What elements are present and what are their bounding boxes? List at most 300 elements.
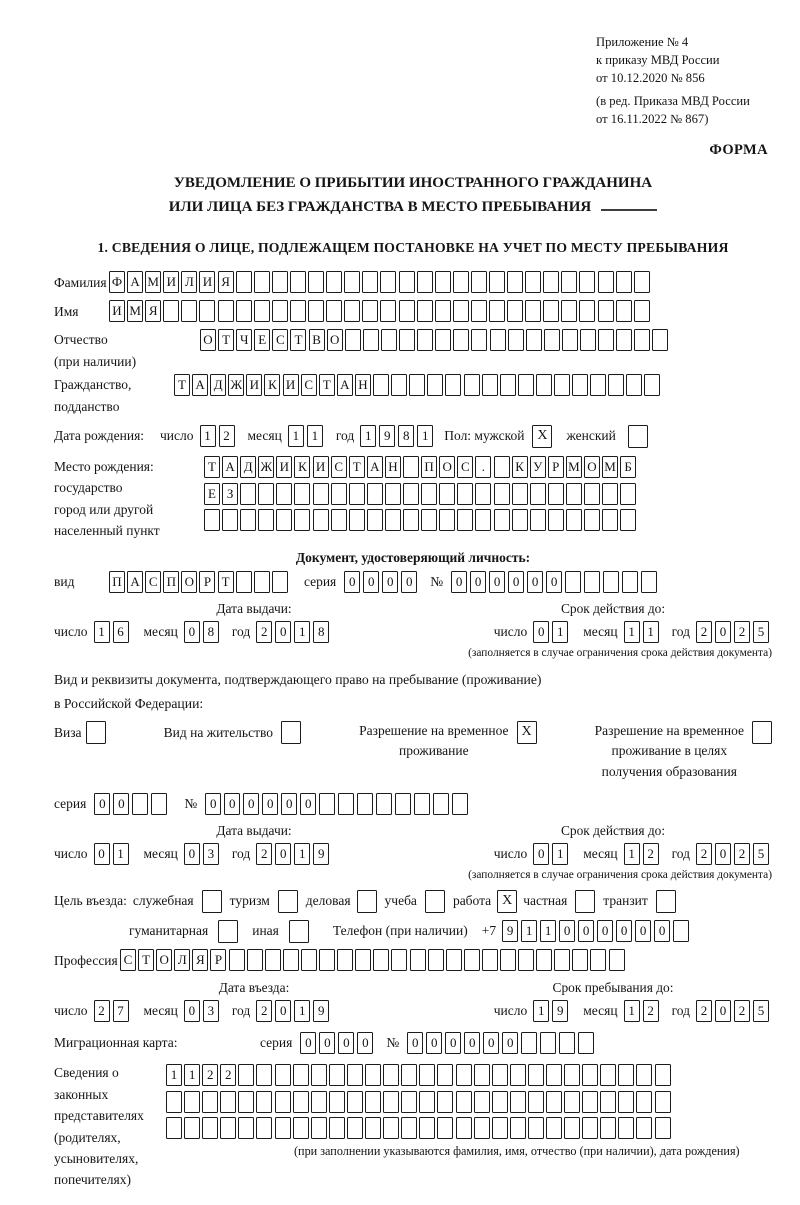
char-cell[interactable] [365,1064,381,1086]
char-cell[interactable]: О [181,571,197,593]
char-cell[interactable]: 1 [624,843,640,865]
char-cell[interactable]: 2 [256,621,272,643]
char-cell[interactable] [673,920,689,942]
char-cell[interactable]: Н [385,456,401,478]
char-cell[interactable]: 0 [300,793,316,815]
char-cell[interactable]: 5 [753,1000,769,1022]
char-cell[interactable]: 2 [220,1064,236,1086]
char-cell[interactable] [401,1091,417,1113]
char-cell[interactable]: 7 [113,1000,129,1022]
char-cell[interactable] [355,949,371,971]
char-cell[interactable]: А [367,456,383,478]
char-cell[interactable] [525,271,541,293]
char-cell[interactable] [258,483,274,505]
char-cell[interactable] [220,1117,236,1139]
char-cell[interactable]: А [222,456,238,478]
char-cell[interactable] [603,571,619,593]
char-cell[interactable] [293,1117,309,1139]
char-cell[interactable] [475,483,491,505]
char-cell[interactable] [554,949,570,971]
char-cell[interactable]: 1 [294,621,310,643]
char-cell[interactable] [311,1064,327,1086]
char-cell[interactable] [319,949,335,971]
char-cell[interactable] [417,329,433,351]
char-cell[interactable] [275,1117,291,1139]
char-cell[interactable] [548,509,564,531]
char-cell[interactable] [566,483,582,505]
char-cell[interactable]: 0 [527,571,543,593]
char-cell[interactable] [492,1091,508,1113]
char-cell[interactable] [620,509,636,531]
char-cell[interactable]: С [120,949,136,971]
char-cell[interactable] [256,1091,272,1113]
char-cell[interactable] [565,571,581,593]
char-cell[interactable] [204,509,220,531]
char-cell[interactable]: С [457,456,473,478]
char-cell[interactable]: Е [204,483,220,505]
char-cell[interactable] [579,271,595,293]
char-cell[interactable] [419,1064,435,1086]
char-cell[interactable] [528,1064,544,1086]
char-cell[interactable] [452,793,468,815]
char-cell[interactable]: П [109,571,125,593]
char-cell[interactable] [380,300,396,322]
char-cell[interactable] [362,300,378,322]
char-cell[interactable] [272,300,288,322]
char-cell[interactable] [507,300,523,322]
char-cell[interactable]: 2 [643,843,659,865]
char-cell[interactable] [433,793,449,815]
char-cell[interactable]: Т [218,329,234,351]
char-cell[interactable]: И [163,271,179,293]
char-cell[interactable]: М [127,300,143,322]
char-cell[interactable] [385,483,401,505]
char-cell[interactable] [184,1091,200,1113]
char-cell[interactable] [600,1064,616,1086]
char-cell[interactable] [500,374,516,396]
char-cell[interactable] [199,300,215,322]
char-cell[interactable] [543,271,559,293]
char-cell[interactable] [132,793,148,815]
char-cell[interactable] [421,509,437,531]
char-cell[interactable]: К [512,456,528,478]
char-cell[interactable]: Р [548,456,564,478]
char-cell[interactable] [445,374,461,396]
char-cell[interactable]: 0 [470,571,486,593]
char-cell[interactable] [409,374,425,396]
char-cell[interactable]: 1 [643,621,659,643]
char-cell[interactable] [489,271,505,293]
char-cell[interactable] [222,509,238,531]
char-cell[interactable] [482,374,498,396]
char-cell[interactable] [344,300,360,322]
char-cell[interactable] [276,483,292,505]
char-cell[interactable] [609,949,625,971]
char-cell[interactable] [616,271,632,293]
char-cell[interactable] [166,1091,182,1113]
char-cell[interactable] [655,1091,671,1113]
char-cell[interactable]: 2 [94,1000,110,1022]
char-cell[interactable]: 0 [275,843,291,865]
char-cell[interactable]: 2 [734,621,750,643]
char-cell[interactable] [510,1091,526,1113]
char-cell[interactable]: А [127,571,143,593]
char-cell[interactable] [652,329,668,351]
char-cell[interactable] [357,793,373,815]
char-cell[interactable] [471,329,487,351]
char-cell[interactable] [492,1117,508,1139]
char-cell[interactable]: Я [218,271,234,293]
char-cell[interactable] [403,509,419,531]
char-cell[interactable] [525,300,541,322]
char-cell[interactable]: Т [349,456,365,478]
char-cell[interactable] [437,1064,453,1086]
char-cell[interactable] [202,1091,218,1113]
char-cell[interactable]: 1 [294,843,310,865]
char-cell[interactable]: 0 [445,1032,461,1054]
char-cell[interactable] [578,1032,594,1054]
char-cell[interactable] [220,1091,236,1113]
char-cell[interactable] [494,456,510,478]
char-cell[interactable] [561,271,577,293]
char-cell[interactable] [283,949,299,971]
char-cell[interactable] [526,329,542,351]
char-cell[interactable]: 0 [464,1032,480,1054]
char-cell[interactable] [218,300,234,322]
char-cell[interactable] [655,1064,671,1086]
char-cell[interactable] [618,1091,634,1113]
char-cell[interactable] [655,1117,671,1139]
char-cell[interactable]: 1 [521,920,537,942]
char-cell[interactable] [202,1117,218,1139]
char-cell[interactable] [618,1117,634,1139]
char-cell[interactable]: К [264,374,280,396]
char-cell[interactable]: 0 [338,1032,354,1054]
char-cell[interactable] [367,483,383,505]
char-cell[interactable] [492,1064,508,1086]
char-cell[interactable] [383,1117,399,1139]
char-cell[interactable] [240,509,256,531]
char-cell[interactable] [507,271,523,293]
char-cell[interactable] [229,949,245,971]
char-cell[interactable] [474,1091,490,1113]
char-cell[interactable]: Т [174,374,190,396]
char-cell[interactable]: О [584,456,600,478]
char-cell[interactable]: 0 [508,571,524,593]
char-cell[interactable] [254,271,270,293]
residence-permit-checkbox[interactable] [281,721,301,744]
char-cell[interactable]: С [301,374,317,396]
char-cell[interactable]: 0 [533,621,549,643]
char-cell[interactable] [437,1117,453,1139]
char-cell[interactable]: М [566,456,582,478]
char-cell[interactable] [512,509,528,531]
char-cell[interactable] [254,300,270,322]
char-cell[interactable]: И [313,456,329,478]
char-cell[interactable]: 9 [502,920,518,942]
char-cell[interactable] [453,300,469,322]
sex-female-checkbox[interactable] [628,425,648,448]
char-cell[interactable]: 5 [753,621,769,643]
char-cell[interactable] [435,329,451,351]
purpose-transit-checkbox[interactable] [656,890,676,913]
char-cell[interactable]: 0 [243,793,259,815]
char-cell[interactable] [494,509,510,531]
char-cell[interactable] [181,300,197,322]
char-cell[interactable] [329,1117,345,1139]
char-cell[interactable] [446,949,462,971]
char-cell[interactable] [383,1091,399,1113]
char-cell[interactable]: И [109,300,125,322]
char-cell[interactable]: 0 [224,793,240,815]
char-cell[interactable]: Т [204,456,220,478]
char-cell[interactable] [294,509,310,531]
char-cell[interactable]: 2 [256,1000,272,1022]
char-cell[interactable] [331,483,347,505]
purpose-tourism-checkbox[interactable] [278,890,298,913]
char-cell[interactable] [636,1064,652,1086]
char-cell[interactable] [561,300,577,322]
char-cell[interactable]: И [246,374,262,396]
char-cell[interactable]: 1 [540,920,556,942]
char-cell[interactable] [582,1064,598,1086]
char-cell[interactable]: 0 [489,571,505,593]
char-cell[interactable]: 2 [643,1000,659,1022]
char-cell[interactable] [602,483,618,505]
char-cell[interactable] [536,949,552,971]
char-cell[interactable]: Д [240,456,256,478]
char-cell[interactable]: 0 [319,1032,335,1054]
char-cell[interactable] [338,793,354,815]
char-cell[interactable]: 2 [696,1000,712,1022]
char-cell[interactable] [548,483,564,505]
char-cell[interactable] [308,300,324,322]
char-cell[interactable] [510,1117,526,1139]
char-cell[interactable]: 0 [502,1032,518,1054]
char-cell[interactable]: 1 [552,843,568,865]
char-cell[interactable] [540,1032,556,1054]
char-cell[interactable] [349,483,365,505]
char-cell[interactable] [294,483,310,505]
char-cell[interactable] [414,793,430,815]
char-cell[interactable] [616,329,632,351]
char-cell[interactable]: 1 [360,425,376,447]
char-cell[interactable]: В [309,329,325,351]
char-cell[interactable]: 0 [654,920,670,942]
char-cell[interactable] [622,571,638,593]
char-cell[interactable]: У [530,456,546,478]
char-cell[interactable] [427,374,443,396]
char-cell[interactable] [644,374,660,396]
char-cell[interactable] [474,1064,490,1086]
char-cell[interactable] [290,271,306,293]
char-cell[interactable] [564,1117,580,1139]
char-cell[interactable]: 1 [184,1064,200,1086]
char-cell[interactable] [238,1117,254,1139]
char-cell[interactable]: 0 [357,1032,373,1054]
char-cell[interactable]: 9 [552,1000,568,1022]
char-cell[interactable] [337,949,353,971]
char-cell[interactable]: С [331,456,347,478]
char-cell[interactable] [474,1117,490,1139]
char-cell[interactable] [620,483,636,505]
char-cell[interactable]: 8 [398,425,414,447]
char-cell[interactable]: 0 [715,1000,731,1022]
char-cell[interactable]: А [127,271,143,293]
char-cell[interactable] [326,271,342,293]
char-cell[interactable] [256,1117,272,1139]
char-cell[interactable] [311,1117,327,1139]
char-cell[interactable]: 2 [734,1000,750,1022]
char-cell[interactable] [254,571,270,593]
char-cell[interactable]: Н [355,374,371,396]
char-cell[interactable]: 0 [113,793,129,815]
char-cell[interactable] [530,509,546,531]
char-cell[interactable] [236,571,252,593]
char-cell[interactable]: Ф [109,271,125,293]
char-cell[interactable] [385,509,401,531]
char-cell[interactable]: 3 [203,1000,219,1022]
char-cell[interactable] [536,374,552,396]
char-cell[interactable]: Ж [258,456,274,478]
char-cell[interactable]: 0 [635,920,651,942]
char-cell[interactable]: Ч [236,329,252,351]
char-cell[interactable] [456,1064,472,1086]
char-cell[interactable] [590,374,606,396]
char-cell[interactable]: 0 [94,793,110,815]
char-cell[interactable] [275,1091,291,1113]
char-cell[interactable] [376,793,392,815]
char-cell[interactable] [401,1064,417,1086]
char-cell[interactable]: . [475,456,491,478]
char-cell[interactable] [453,329,469,351]
char-cell[interactable]: 1 [624,1000,640,1022]
char-cell[interactable] [347,1117,363,1139]
char-cell[interactable] [582,1117,598,1139]
char-cell[interactable] [347,1064,363,1086]
purpose-official-checkbox[interactable] [202,890,222,913]
char-cell[interactable] [311,1091,327,1113]
char-cell[interactable] [559,1032,575,1054]
char-cell[interactable] [464,374,480,396]
char-cell[interactable] [471,271,487,293]
char-cell[interactable]: 0 [559,920,575,942]
purpose-other-checkbox[interactable] [289,920,309,943]
char-cell[interactable] [308,271,324,293]
char-cell[interactable] [518,374,534,396]
char-cell[interactable]: Е [254,329,270,351]
char-cell[interactable] [475,509,491,531]
char-cell[interactable] [636,1091,652,1113]
char-cell[interactable] [163,300,179,322]
char-cell[interactable]: 0 [578,920,594,942]
char-cell[interactable] [616,300,632,322]
char-cell[interactable] [399,329,415,351]
char-cell[interactable]: 6 [113,621,129,643]
char-cell[interactable]: С [272,329,288,351]
char-cell[interactable] [276,509,292,531]
char-cell[interactable]: 0 [533,843,549,865]
char-cell[interactable] [349,509,365,531]
char-cell[interactable]: Л [181,271,197,293]
char-cell[interactable]: 1 [307,425,323,447]
char-cell[interactable]: 2 [256,843,272,865]
char-cell[interactable] [367,509,383,531]
purpose-private-checkbox[interactable] [575,890,595,913]
sex-male-checkbox[interactable]: X [532,425,552,448]
char-cell[interactable]: О [439,456,455,478]
char-cell[interactable] [564,1091,580,1113]
char-cell[interactable]: Т [290,329,306,351]
char-cell[interactable] [582,1091,598,1113]
char-cell[interactable]: 0 [275,621,291,643]
char-cell[interactable]: Р [199,571,215,593]
char-cell[interactable] [293,1064,309,1086]
char-cell[interactable] [301,949,317,971]
char-cell[interactable]: 0 [483,1032,499,1054]
char-cell[interactable] [453,271,469,293]
char-cell[interactable] [395,793,411,815]
char-cell[interactable] [238,1064,254,1086]
char-cell[interactable]: 0 [401,571,417,593]
char-cell[interactable] [489,300,505,322]
char-cell[interactable] [326,300,342,322]
char-cell[interactable] [329,1064,345,1086]
char-cell[interactable] [421,483,437,505]
char-cell[interactable] [528,1117,544,1139]
char-cell[interactable]: Т [138,949,154,971]
char-cell[interactable] [572,374,588,396]
char-cell[interactable]: 0 [184,1000,200,1022]
char-cell[interactable]: 1 [166,1064,182,1086]
char-cell[interactable]: А [192,374,208,396]
char-cell[interactable] [626,374,642,396]
char-cell[interactable] [482,949,498,971]
char-cell[interactable] [313,509,329,531]
char-cell[interactable] [439,509,455,531]
char-cell[interactable]: 0 [94,843,110,865]
char-cell[interactable]: 0 [715,843,731,865]
char-cell[interactable] [403,483,419,505]
char-cell[interactable]: 8 [203,621,219,643]
char-cell[interactable] [584,571,600,593]
char-cell[interactable] [419,1117,435,1139]
char-cell[interactable]: 0 [205,793,221,815]
char-cell[interactable] [184,1117,200,1139]
char-cell[interactable] [380,271,396,293]
char-cell[interactable]: 0 [546,571,562,593]
purpose-business-checkbox[interactable] [357,890,377,913]
char-cell[interactable] [272,571,288,593]
char-cell[interactable] [528,1091,544,1113]
char-cell[interactable] [600,1117,616,1139]
char-cell[interactable]: 0 [616,920,632,942]
char-cell[interactable]: А [337,374,353,396]
char-cell[interactable]: И [283,374,299,396]
char-cell[interactable] [293,1091,309,1113]
char-cell[interactable] [362,271,378,293]
char-cell[interactable]: 9 [379,425,395,447]
char-cell[interactable] [365,1117,381,1139]
char-cell[interactable] [381,329,397,351]
char-cell[interactable]: Ж [228,374,244,396]
char-cell[interactable] [258,509,274,531]
temp-residence-checkbox[interactable]: X [517,721,537,744]
char-cell[interactable]: Т [319,374,335,396]
char-cell[interactable] [435,300,451,322]
char-cell[interactable]: С [145,571,161,593]
char-cell[interactable] [471,300,487,322]
